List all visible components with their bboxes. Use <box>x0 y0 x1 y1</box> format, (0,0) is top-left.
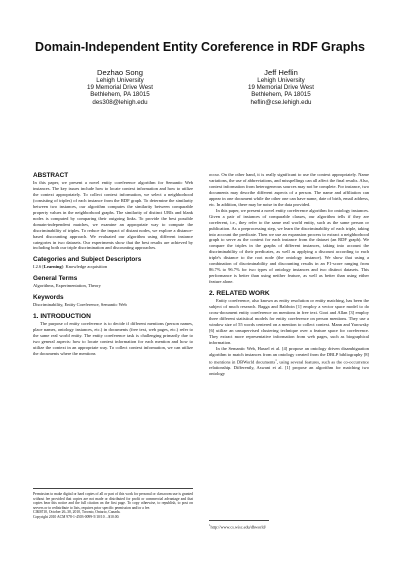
body-paragraph: occur. On the other hand, it is really significant to use the context appropriately. Name variations, the use of abbreviations, and misspellings can all affect the final results. Also, context information from heterogeneous sources may not be complete. For instance, two documents may describe different aspects of a person. The name and affiliation can appear in one document while the other one can have name, date of birth, email address, etc. In addition, there may be noise in the data provided. <box>209 172 370 207</box>
author-block <box>206 68 356 106</box>
author-email: des308@lehigh.edu <box>92 98 148 106</box>
keywords-text: Discriminability, Entity Coreference, Semantic Web <box>33 302 127 308</box>
body-paragraph: In the Semantic Web, Hassel et al. [4] propose an ontology driven disambiguation algorithm to match instances from an ontology created from the DBLP bibliography [8] to mentions in DBWorld documents$^1$, using several features, such as the co-occurrence relationship. Differently, Aswani et al. [1] propose an algorithm for matching two ontology <box>209 345 369 377</box>
author-block <box>45 68 195 106</box>
footnote <box>209 520 369 529</box>
footnote-url[interactable]: http://www.cs.wisc.edu/dbworld/ <box>210 524 266 530</box>
author-affiliation: Lehigh University <box>257 77 305 84</box>
general-terms-text: Algorithms, Experimentation, Theory <box>33 283 101 289</box>
author-affiliation: Lehigh University <box>96 77 144 84</box>
divider <box>209 520 269 521</box>
left-column <box>33 172 193 357</box>
body-paragraph: In this paper, we present a novel entity coreference algorithm for ontology instances. Given a pair of instances of comparable classes, our algorithm tells if they are coreferent, i.e., they refer to the same real world entity, such as the same person or publication. As a preprocessing step, we learn the discriminability of each triple, taking into account the predicate. Then we use an expansion process to extract a neighborhood graph to serve as the context for each instance from the dataset (an RDF graph). We compare the triples in the graphs of different instances, taking into account the discriminability of their predicates, as well as applying a discount according to each triple's distance to the root node (the ontology instance). We show that using a combination of discriminability and discounting results in an F1-score ranging from 86.7% to 96.7% for two types of ontology instances and two distinct datasets. This performance is better than using neither feature, as well as better than using either feature alone. <box>209 207 369 285</box>
author-city: Bethlehem, PA 18015 <box>251 91 311 99</box>
general-terms-heading: General Terms <box>33 275 78 283</box>
author-street: 19 Memorial Drive West <box>87 84 153 92</box>
divider <box>33 488 193 489</box>
section-heading: 1. INTRODUCTION <box>33 313 91 321</box>
section-heading: 2. RELATED WORK <box>209 290 270 298</box>
permission-text: Permission to make digital or hard copies of all or part of this work for personal or classroom use is granted without fee provided that copies are not made or distributed for profit or commercial advantage and that copies bear this notice and the full citation on the first page. To copy otherwise, to republish, to post on servers or to redistribute to lists, requires prior specific permission and/or a fee. <box>33 492 193 510</box>
author-street: 19 Memorial Drive West <box>248 84 314 92</box>
author-name: Jeff Heflin <box>264 68 298 77</box>
conference-line: CIKM'10, October 26–30, 2010, Toronto, Ontario, Canada. <box>33 510 121 515</box>
footnote-mark: 1 <box>209 523 211 527</box>
abstract-text: In this paper, we present a novel entity coreference algorithm for Semantic Web instances. The key issues include how to locate context information and how to utilize the context appropriately. To collect context information, we select a neighborhood (consisting of triples) of each instance from the RDF graph. To determine the similarity between two instances, our algorithm computes the similarity between comparable property values in the neighborhood graphs. The similarity of distinct URIs and blank nodes is computed by comparing their outgoing links. To provide the best possible domain-independent matches, we examine an appropriate way to compute the discriminability of triples. To reduce the impact of distant nodes, we explore a distance-based discounting approach. We evaluated our algorithm using different instance categories in two datasets. Our experiments show that the best results are achieved by including both our triple discrimination and discounting approaches. <box>33 180 193 251</box>
author-city: Bethlehem, PA 18015 <box>90 91 150 99</box>
right-column <box>209 172 369 377</box>
author-email: heflin@cse.lehigh.edu <box>250 98 312 106</box>
copyright-notice <box>33 488 193 520</box>
copyright-line: Copyright 2010 ACM 978-1-4503-0099-5/10/10 ...$10.00. <box>33 514 120 519</box>
abstract-heading: ABSTRACT <box>33 172 69 179</box>
keywords-heading: Keywords <box>33 294 64 302</box>
footnote-mark: 1 <box>275 357 277 362</box>
section-paragraph: The purpose of entity coreference is to decide if different mentions (person names, place names, ontology instances, etc.) in documents (free text, web pages, etc.) refer to the same real world entity. The entity coreference task is challenging primarily due to two general aspects: how to locate context information for each mention and how to utilize the context in an appropriate way. To collect context information, we can utilize the documents where the mentions <box>33 321 193 357</box>
body-paragraph: Entity coreference, also known as entity resolution or entity matching, has been the subject of much research. Bagga and Baldwin [1] employ a vector space model to do cross-document entity coreference on mentions in free text. Gooi and Allan [3] employ three different statistical models for entity coreference on person mentions. They use a window size of 55 words centered on a mention to collect context. Mann and Yarowsky [6] utilize an unsupervised clustering technique over a feature space for coreference. They extract more representative information from web pages, such as biographical information. <box>209 298 369 345</box>
author-name: Dezhao Song <box>96 68 144 77</box>
paper-title: Domain-Independent Entity Coreference in RDF Graphs <box>35 40 365 54</box>
categories-text: I.2.6 [Learning]: Knowledge acquisition <box>33 264 108 270</box>
categories-heading: Categories and Subject Descriptors <box>33 256 142 264</box>
